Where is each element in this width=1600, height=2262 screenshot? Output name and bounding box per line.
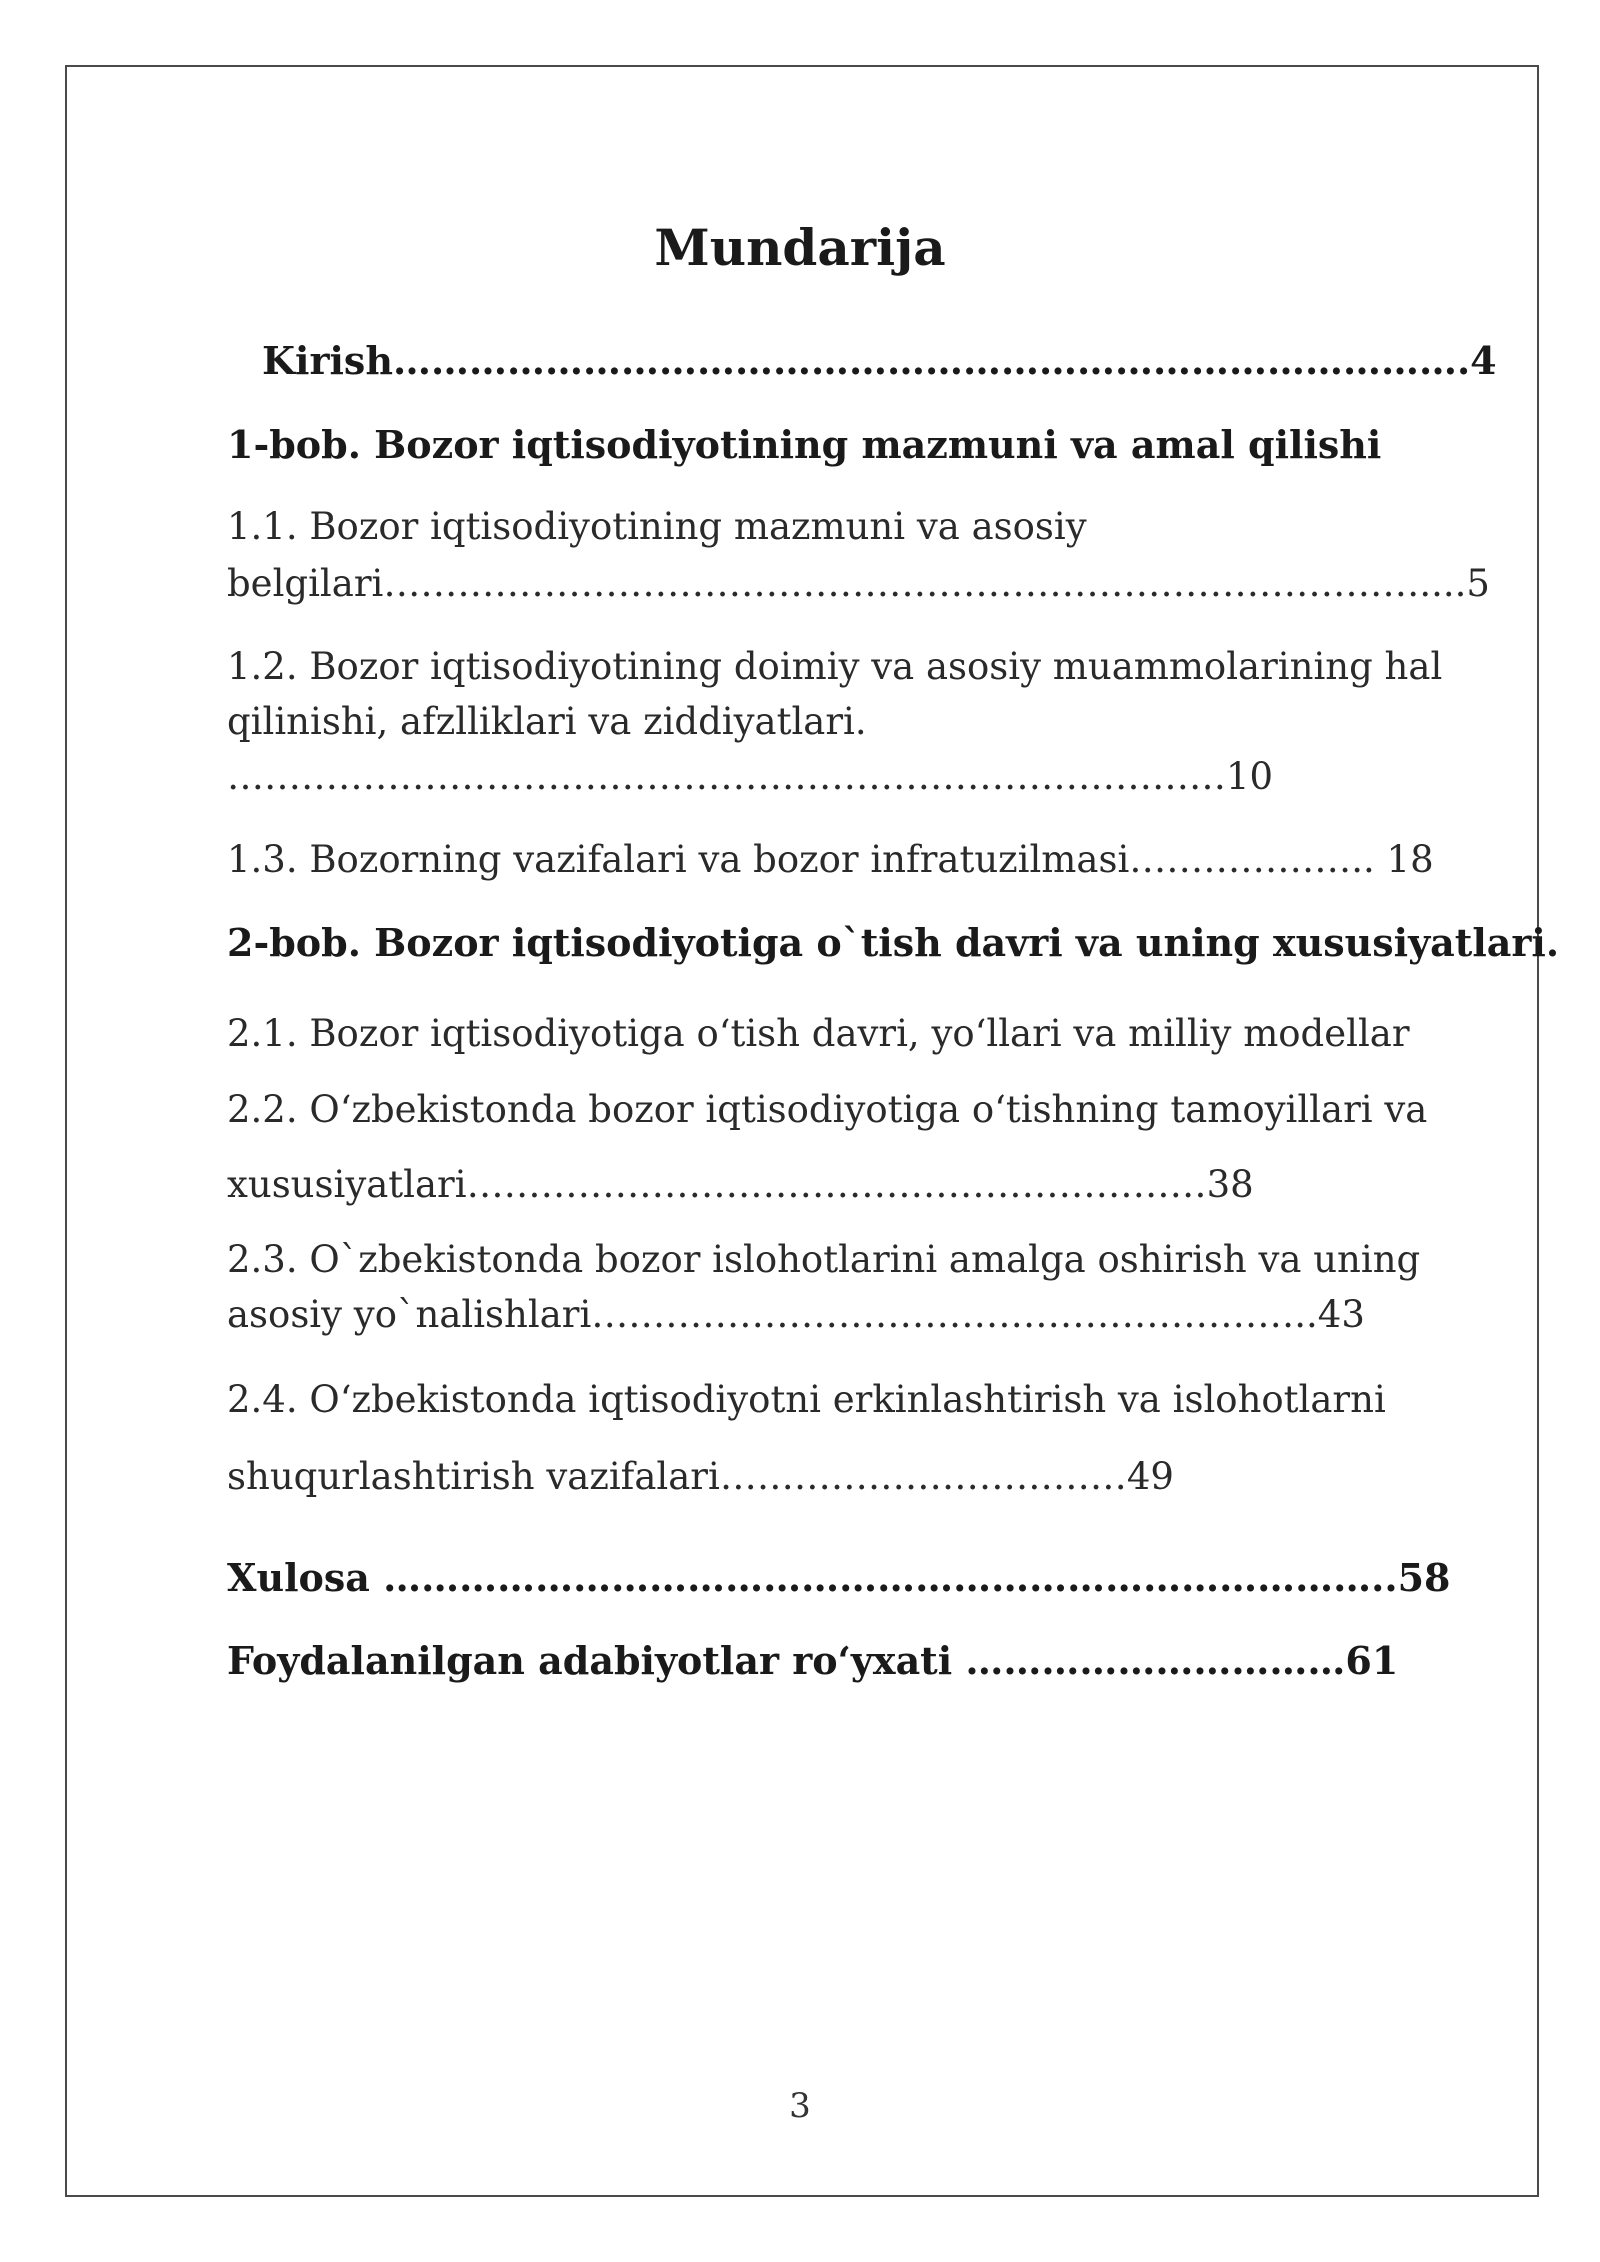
toc-entry-2-2-line-2: xususiyatlari……………………………………………………38	[227, 1163, 1254, 1206]
toc-entry-1-2-line-2: qilinishi, afzlliklari va ziddiyatlari.	[227, 700, 867, 743]
page-number: 3	[789, 2086, 811, 2126]
toc-chapter-1-heading: 1-bob. Bozor iqtisodiyotining mazmuni va amal qilishi	[227, 422, 1382, 467]
toc-entry-1-2-line-1: 1.2. Bozor iqtisodiyotining doimiy va asosiy muammolarining hal	[227, 645, 1443, 688]
toc-entry-1-1-line-2: belgilari…………………………………………………………………………....5	[227, 562, 1490, 605]
toc-entry-1-2-line-3: ………………………………………………………………………10	[227, 755, 1274, 798]
toc-entry-kirish: Kirish………………………………………………………………………….4	[262, 338, 1497, 383]
toc-chapter-2-heading: 2-bob. Bozor iqtisodiyotiga o`tish davri va uning xususiyatlari.	[227, 920, 1560, 965]
toc-entry-2-3-line-1: 2.3. O`zbekistonda bozor islohotlarini amalga oshirish va uning	[227, 1238, 1421, 1281]
toc-entry-2-4-line-1: 2.4. O‘zbekistonda iqtisodiyotni erkinlashtirish va islohotlarni	[227, 1378, 1386, 1421]
page-border	[65, 65, 1539, 2197]
toc-entry-xulosa: Xulosa ……………………………………………………………………..58	[227, 1555, 1451, 1600]
toc-title: Mundarija	[654, 218, 946, 277]
toc-entry-2-2-line-1: 2.2. O‘zbekistonda bozor iqtisodiyotiga o‘tishning tamoyillari va	[227, 1088, 1428, 1131]
toc-entry-2-3-line-2: asosiy yo`nalishlari…………………………………………………..43	[227, 1293, 1365, 1336]
toc-entry-1-3: 1.3. Bozorning vazifalari va bozor infratuzilmasi……………….. 18	[227, 838, 1434, 881]
toc-entry-bibliography: Foydalanilgan adabiyotlar ro‘yxati …………………………61	[227, 1638, 1399, 1683]
toc-entry-2-1: 2.1. Bozor iqtisodiyotiga o‘tish davri, yo‘llari va milliy modellar	[227, 1012, 1410, 1055]
toc-entry-1-1-line-1: 1.1. Bozor iqtisodiyotining mazmuni va asosiy	[227, 505, 1087, 548]
toc-entry-2-4-line-2: shuqurlashtirish vazifalari……………………………49	[227, 1455, 1174, 1498]
